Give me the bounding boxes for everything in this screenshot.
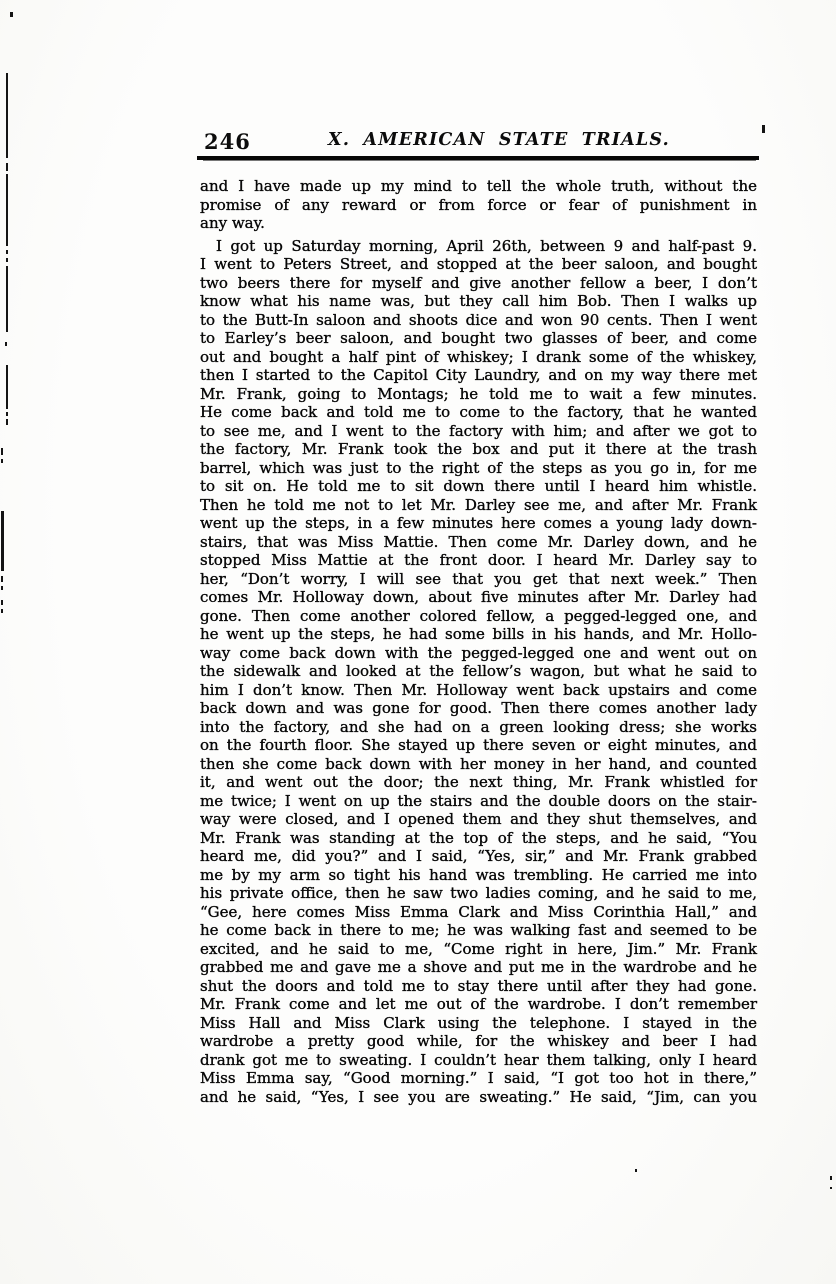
- scan-speck: [10, 12, 13, 17]
- text-line: comes Mr. Holloway down, about five minutes after Mr. Darley had: [200, 588, 757, 606]
- scan-gutter-line: [6, 174, 8, 246]
- scan-gutter-line: [1, 459, 3, 463]
- page-number: 246: [204, 129, 251, 154]
- text-line: to see me, and I went to the factory with him; and after we got to: [200, 421, 757, 440]
- text-line: then I started to the Capitol City Laundry, and on my way there met: [200, 366, 757, 384]
- scan-gutter-line: [1, 448, 3, 455]
- text-line: Miss Hall and Miss Clark using the telephone. I stayed in the: [200, 1013, 757, 1032]
- text-line: wardrobe a pretty good while, for the whiskey and beer I had: [200, 1032, 757, 1050]
- text-line: grabbed me and gave me a shove and put me in the wardrobe and he: [200, 958, 757, 976]
- scan-gutter-line: [6, 419, 8, 425]
- text-line: two beers there for myself and give another fellow a beer, I don’t: [200, 273, 757, 292]
- text-line: me twice; I went on up the stairs and the double doors on the stair-: [200, 791, 757, 810]
- scan-gutter-line: [6, 365, 8, 409]
- text-line: any way.: [200, 214, 265, 232]
- text-line: excited, and he said to me, “Come right in here, Jim.” Mr. Frank: [200, 939, 757, 958]
- text-line: Then he told me not to let Mr. Darley see me, and after Mr. Frank: [200, 495, 757, 514]
- paragraph: [200, 177, 757, 233]
- scan-speck: [5, 342, 7, 346]
- scan-gutter-line: [6, 250, 8, 254]
- scan-gutter-line: [1, 586, 3, 590]
- text-line: to the Butt-In saloon and shoots dice and won 90 cents. Then I went: [200, 310, 757, 329]
- text-line: out and bought a half pint of whiskey; I drank some of the whiskey,: [200, 347, 757, 366]
- running-title: X. AMERICAN STATE TRIALS.: [328, 130, 670, 150]
- paragraph: [200, 237, 757, 1107]
- page-header: [200, 126, 758, 154]
- text-line: her, “Don’t worry, I will see that you get that next week.” Then: [200, 569, 757, 588]
- text-line: it, and went out the door; the next thing, Mr. Frank whistled for: [200, 773, 757, 791]
- text-line: Mr. Frank was standing at the top of the steps, and he said, “You: [200, 828, 757, 847]
- text-line: his private office, then he saw two ladies coming, and he said to me,: [200, 884, 757, 902]
- scan-gutter-line: [6, 266, 8, 332]
- text-line: barrel, which was just to the right of the steps as you go in, for me: [200, 458, 757, 477]
- scan-gutter-line: [6, 73, 8, 158]
- text-line: and I have made up my mind to tell the whole truth, without the: [200, 177, 757, 195]
- scan-gutter-line: [1, 609, 3, 613]
- scan-speck: [830, 1176, 832, 1180]
- text-line: I got up Saturday morning, April 26th, between 9 and half-past 9.: [216, 236, 757, 255]
- scan-gutter-line: [6, 163, 8, 171]
- text-line: Mr. Frank come and let me out of the wardrobe. I don’t remember: [200, 995, 757, 1013]
- text-line: stopped Miss Mattie at the front door. I heard Mr. Darley say to: [200, 551, 757, 569]
- testimony-text: [200, 177, 757, 1106]
- text-line: He come back and told me to come to the factory, that he wanted: [200, 403, 757, 421]
- text-line: way were closed, and I opened them and they shut themselves, and: [200, 810, 757, 828]
- text-line: “Gee, here comes Miss Emma Clark and Miss Corinthia Hall,” and: [200, 902, 757, 921]
- text-line: went up the steps, in a few minutes here comes a young lady down-: [200, 514, 757, 532]
- text-line: then she come back down with her money in her hand, and counted: [200, 754, 757, 773]
- text-line: on the fourth floor. She stayed up there seven or eight minutes, and: [200, 736, 757, 754]
- text-line: stairs, that was Miss Mattie. Then come Mr. Darley down, and he: [200, 532, 757, 551]
- scan-speck: [762, 125, 765, 133]
- text-line: way come back down with the pegged-legged one and went out on: [200, 643, 757, 662]
- text-line: to sit on. He told me to sit down there until I heard him whistle.: [200, 477, 757, 495]
- scan-gutter-line: [6, 412, 8, 416]
- text-line: gone. Then come another colored fellow, a pegged-legged one, and: [200, 606, 757, 625]
- text-line: Miss Emma say, “Good morning.” I said, “I got too hot in there,”: [200, 1069, 757, 1087]
- text-line: shut the doors and told me to stay there until after they had gone.: [200, 976, 757, 995]
- text-line: Mr. Frank, going to Montags; he told me to wait a few minutes.: [200, 384, 757, 403]
- text-line: I went to Peters Street, and stopped at the beer saloon, and bought: [200, 255, 757, 273]
- text-line: promise of any reward or from force or fear of punishment in: [200, 195, 757, 214]
- text-line: me by my arm so tight his hand was trembling. He carried me into: [200, 865, 757, 884]
- scan-speck: [830, 1187, 832, 1189]
- text-line: to Earley’s beer saloon, and bought two glasses of beer, and come: [200, 329, 757, 347]
- text-line: he come back in there to me; he was walking fast and seemed to be: [200, 921, 757, 939]
- scan-gutter-line: [1, 600, 3, 605]
- text-line: drank got me to sweating. I couldn’t hear them talking, only I heard: [200, 1050, 757, 1069]
- text-line: heard me, did you?” and I said, “Yes, sir,” and Mr. Frank grabbed: [200, 847, 757, 865]
- text-line: the sidewalk and looked at the fellow’s wagon, but what he said to: [200, 662, 757, 680]
- scan-gutter-line: [1, 511, 4, 571]
- text-line: know what his name was, but they call him Bob. Then I walks up: [200, 292, 757, 310]
- scan-gutter-line: [1, 576, 3, 582]
- header-rule: [197, 156, 759, 160]
- text-line: the factory, Mr. Frank took the box and put it there at the trash: [200, 440, 757, 458]
- text-line: he went up the steps, he had some bills in his hands, and Mr. Hollo-: [200, 625, 757, 643]
- text-line: back down and was gone for good. Then there comes another lady: [200, 699, 757, 717]
- text-line: and he said, “Yes, I see you are sweating.” He said, “Jim, can you: [200, 1087, 757, 1106]
- scan-speck: [635, 1169, 637, 1172]
- scan-gutter-line: [6, 258, 8, 262]
- text-line: into the factory, and she had on a green looking dress; she works: [200, 717, 757, 736]
- text-line: him I don’t know. Then Mr. Holloway went back upstairs and come: [200, 680, 757, 699]
